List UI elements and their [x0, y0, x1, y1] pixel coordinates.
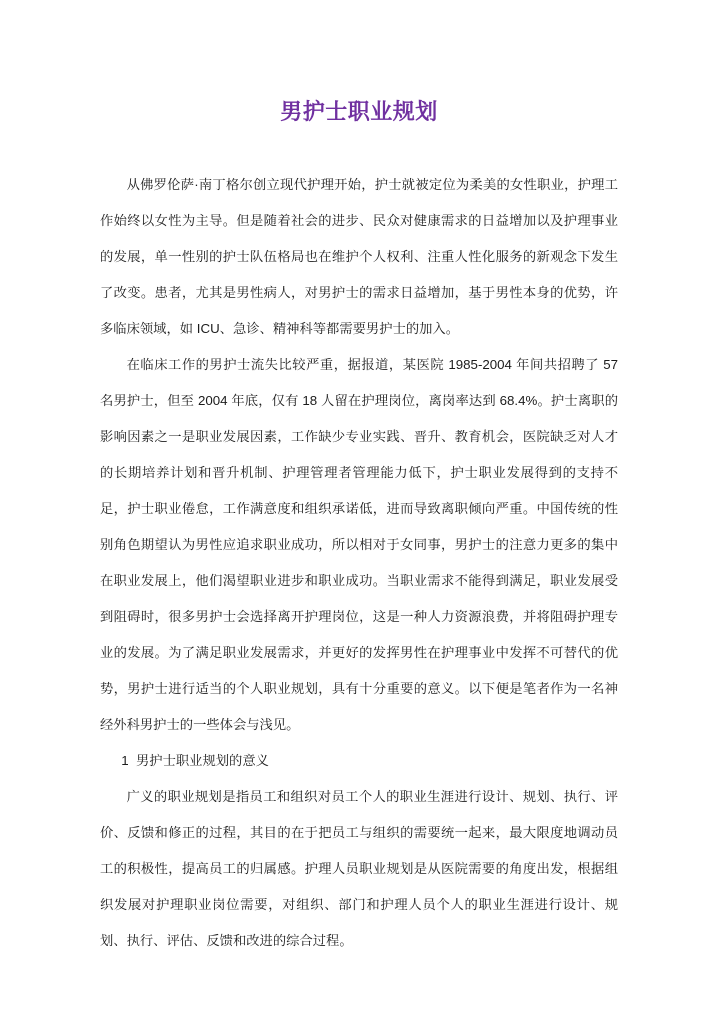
paragraph-background: 在临床工作的男护士流失比较严重，据报道，某医院 1985-2004 年间共招聘了 57 名男护士，但至 2004 年底，仅有 18 人留在护理岗位，离岗率达到 68.4%。护士离职的影响因素之一是职业发展因素，工作缺少专业实践、晋升、教育机会，医院缺乏对人才的长期培养计划和晋升机制、护理管理者管理能力低下，护士职业发展得到的支持不足，护士职业倦怠，工作满意度和组织承诺低，进而导致离职倾向严重。中国传统的性别角色期望认为男性应追求职业成功，所以相对于女同事，男护士的注意力更多的集中在职业发展上，他们渴望职业进步和职业成功。当职业需求不能得到满足，职业发展受到阻碍时，很多男护士会选择离开护理岗位，这是一种人力资源浪费，并将阻碍护理专业的发展。为了满足职业发展需求，并更好的发挥男性在护理事业中发挥不可替代的优势，男护士进行适当的个人职业规划，具有十分重要的意义。以下便是笔者作为一名神经外科男护士的一些体会与浅见。 [100, 357, 618, 732]
section-number: 1 [121, 753, 129, 768]
paragraph-section-1-body: 广义的职业规划是指员工和组织对员工个人的职业生涯进行设计、规划、执行、评价、反馈和修正的过程，其目的在于把员工与组织的需要统一起来，最大限度地调动员工的积极性，提高员工的归属感。护理人员职业规划是从医院需要的角度出发，根据组织发展对护理职业岗位需要，对组织、部门和护理人员个人的职业生涯进行设计、规划、执行、评估、反馈和改进的综合过程。 [100, 789, 618, 948]
section-heading-text: 男护士职业规划的意义 [135, 753, 269, 768]
document-content [100, 0, 618, 959]
paragraph-intro: 从佛罗伦萨·南丁格尔创立现代护理开始，护士就被定位为柔美的女性职业，护理工作始终以女性为主导。但是随着社会的进步、民众对健康需求的日益增加以及护理事业的发展，单一性别的护士队伍格局也在维护个人权利、注重人性化服务的新观念下发生了改变。患者，尤其是男性病人，对男护士的需求日益增加，基于男性本身的优势，许多临床领域，如 ICU、急诊、精神科等都需要男护士的加入。 [100, 177, 618, 336]
page-title: 男护士职业规划 [280, 99, 438, 124]
section-heading-1 [100, 743, 618, 779]
